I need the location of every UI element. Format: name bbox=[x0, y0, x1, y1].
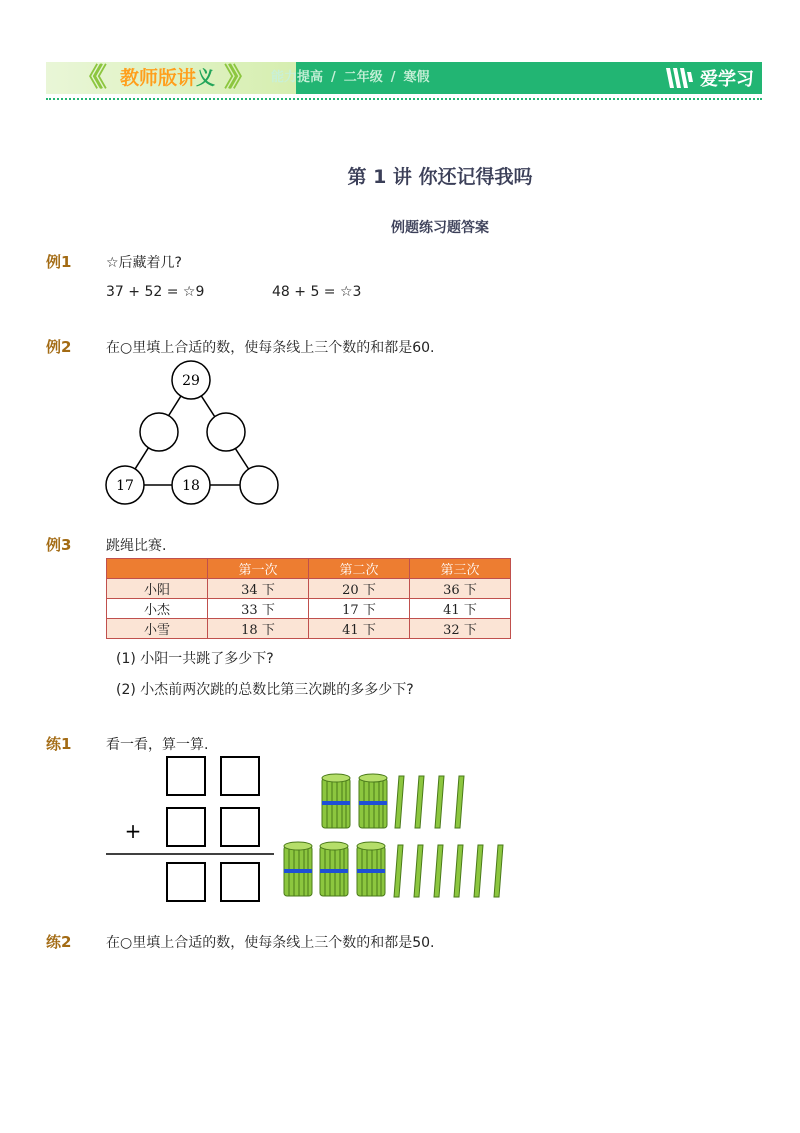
table-cell: 36 下 bbox=[410, 579, 511, 599]
table-row bbox=[107, 619, 511, 639]
single-stick-icon bbox=[434, 845, 443, 897]
practice-2-label: 练2 bbox=[46, 933, 72, 951]
table-header-cell: 第三次 bbox=[410, 559, 511, 579]
example-3-question: 跳绳比赛. bbox=[106, 538, 167, 554]
double-chevron-right-icon: 》》 bbox=[224, 63, 248, 93]
table-cell: 32 下 bbox=[410, 619, 511, 639]
breadcrumb-item: 寒假 bbox=[403, 70, 430, 85]
plus-sign: + bbox=[124, 819, 142, 843]
single-stick-icon bbox=[494, 845, 503, 897]
table-cell: 小雪 bbox=[107, 619, 208, 639]
blank-box bbox=[167, 757, 205, 795]
circle-left-middle bbox=[140, 413, 178, 451]
circle-right-middle bbox=[207, 413, 245, 451]
double-chevron-left-icon: 《《 bbox=[76, 63, 100, 93]
single-stick-icon bbox=[414, 845, 423, 897]
blank-box bbox=[221, 808, 259, 846]
single-stick-icon bbox=[455, 776, 464, 828]
breadcrumb-item: 能力提高 bbox=[271, 70, 324, 85]
single-stick-icon bbox=[474, 845, 483, 897]
stick-bundle-icon bbox=[357, 842, 385, 896]
table-header-cell: 第一次 bbox=[208, 559, 309, 579]
page-title: 第 1 讲 你还记得我吗 bbox=[347, 166, 533, 188]
stick-bundle-icon bbox=[320, 842, 348, 896]
header-title: 教师版讲义 bbox=[120, 67, 216, 89]
table-cell: 小杰 bbox=[107, 599, 208, 619]
example-2-label: 例2 bbox=[46, 338, 72, 356]
example-3-label: 例3 bbox=[46, 536, 72, 554]
example-1-equation-1: 37 + 52 = ☆9 bbox=[106, 284, 205, 300]
table-cell: 34 下 bbox=[208, 579, 309, 599]
jump-rope-table bbox=[106, 558, 511, 639]
table-header-row bbox=[107, 559, 511, 579]
table-cell: 18 下 bbox=[208, 619, 309, 639]
practice-1-question: 看一看，算一算. bbox=[106, 737, 209, 753]
brand-name: 爱学习 bbox=[700, 69, 754, 90]
blank-box bbox=[167, 863, 205, 901]
example-3-sub-question-1: (1) 小阳一共跳了多少下? bbox=[116, 651, 274, 667]
table-row bbox=[107, 599, 511, 619]
practice-2-question: 在○里填上合适的数，使每条线上三个数的和都是50. bbox=[106, 935, 435, 951]
brand-logo bbox=[664, 65, 754, 91]
breadcrumb: 能力提高 / 二年级 / 寒假 bbox=[271, 70, 430, 85]
example-2-question: 在○里填上合适的数，使每条线上三个数的和都是60. bbox=[106, 340, 435, 356]
single-stick-icon bbox=[395, 776, 404, 828]
table-cell: 小阳 bbox=[107, 579, 208, 599]
page-subtitle: 例题练习题答案 bbox=[391, 220, 489, 236]
table-header-cell: 第二次 bbox=[309, 559, 410, 579]
circle-top-value: 29 bbox=[182, 373, 200, 389]
single-stick-icon bbox=[435, 776, 444, 828]
header-bar bbox=[46, 62, 762, 94]
single-stick-icon bbox=[415, 776, 424, 828]
triangle-circle-diagram bbox=[100, 360, 290, 510]
example-1-label: 例1 bbox=[46, 253, 72, 271]
table-cell: 33 下 bbox=[208, 599, 309, 619]
breadcrumb-item: 二年级 bbox=[343, 70, 383, 85]
practice-1-label: 练1 bbox=[46, 735, 72, 753]
circle-bottom-middle-value: 18 bbox=[182, 478, 200, 494]
header-divider bbox=[46, 98, 762, 100]
example-3-sub-question-2: (2) 小杰前两次跳的总数比第三次跳的多多少下? bbox=[116, 682, 414, 698]
circle-bottom-right bbox=[240, 466, 278, 504]
blank-box bbox=[221, 757, 259, 795]
header-title-panel bbox=[46, 62, 296, 94]
stick-bundles-illustration bbox=[282, 770, 512, 900]
vertical-addition-blanks bbox=[100, 752, 280, 907]
table-cell: 20 下 bbox=[309, 579, 410, 599]
blank-box bbox=[221, 863, 259, 901]
circle-bottom-left-value: 17 bbox=[116, 478, 134, 494]
table-header-cell bbox=[107, 559, 208, 579]
stick-bundle-icon bbox=[322, 774, 350, 828]
table-cell: 41 下 bbox=[309, 619, 410, 639]
example-1-question: ☆后藏着几? bbox=[106, 255, 182, 271]
stick-bundle-icon bbox=[284, 842, 312, 896]
stick-bundle-icon bbox=[359, 774, 387, 828]
single-stick-icon bbox=[394, 845, 403, 897]
table-cell: 17 下 bbox=[309, 599, 410, 619]
table-row bbox=[107, 579, 511, 599]
blank-box bbox=[167, 808, 205, 846]
single-stick-icon bbox=[454, 845, 463, 897]
example-1-equation-2: 48 + 5 = ☆3 bbox=[272, 284, 362, 300]
table-cell: 41 下 bbox=[410, 599, 511, 619]
brand-logo-icon bbox=[664, 66, 694, 90]
